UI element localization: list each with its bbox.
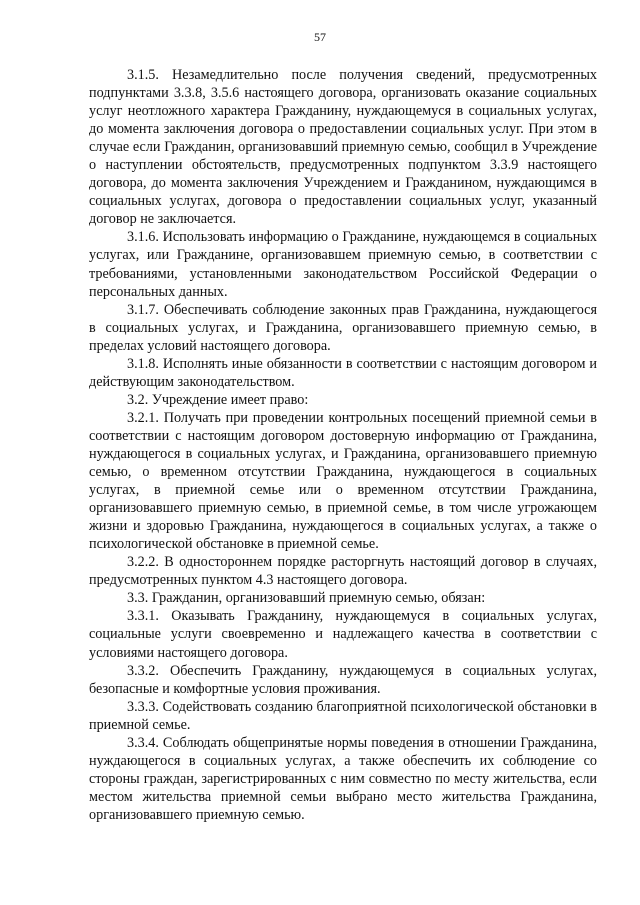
- paragraph-3-1-8: 3.1.8. Исполнять иные обязанности в соответствии с настоящим договором и действующим законодательством.: [89, 355, 597, 390]
- paragraph-3-3-3: 3.3.3. Содействовать созданию благоприятной психологической обстановки в приемной семье.: [89, 698, 597, 733]
- paragraph-3-2-2: 3.2.2. В одностороннем порядке расторгнуть настоящий договор в случаях, предусмотренных пунктом 4.3 настоящего договора.: [89, 554, 597, 589]
- paragraph-3-3: 3.3. Гражданин, организовавший приемную семью, обязан:: [127, 590, 486, 607]
- document-body: [89, 66, 597, 824]
- paragraph-3-3-2: 3.3.2. Обеспечить Гражданину, нуждающемуся в социальных услугах, безопасные и комфортные условия проживания.: [89, 662, 597, 697]
- paragraph-3-3-4: 3.3.4. Соблюдать общепринятые нормы поведения в отношении Гражданина, нуждающегося в социальных услугах, а также обеспечить их соблюдение со стороны граждан, зарегистрированных с ним совместно по месту жительства, если местом жительства приемной семьи выбрано место жительства Гражданина, организовавшего приемную семью.: [89, 734, 597, 823]
- page-number: 57: [314, 30, 326, 44]
- paragraph-3-1-7: 3.1.7. Обеспечивать соблюдение законных прав Гражданина, нуждающегося в социальных услугах, и Гражданина, организовавшего приемную семью, в пределах условий настоящего договора.: [89, 301, 597, 354]
- paragraph-3-1-6: 3.1.6. Использовать информацию о Гражданине, нуждающемся в социальных услугах, или Гражданине, организовавшем приемную семью, в соответствии с требованиями, установленными законодательством Российской Федерации о персональных данных.: [89, 229, 597, 300]
- paragraph-3-1-5: 3.1.5. Незамедлительно после получения сведений, предусмотренных подпунктами 3.3.8, 3.5.6 настоящего договора, организовать оказание социальных услуг неотложного характера Гражданину, нуждающемуся в социальных услугах, до момента заключения договора о предоставлении социальных услуг. При этом в случае если Гражданин, организовавший приемную семью, сообщил в Учреждение о наступлении обстоятельств, предусмотренных подпунктом 3.3.9 настоящего договора, до момента заключения Учреждением и Гражданином, нуждающимся в социальных услугах, договора о предоставлении социальных услуг, указанный договор не заключается.: [89, 67, 597, 228]
- paragraph-3-2: 3.2. Учреждение имеет право:: [127, 391, 309, 408]
- paragraph-3-2-1: 3.2.1. Получать при проведении контрольных посещений приемной семьи в соответствии с настоящим договором достоверную информацию от Гражданина, нуждающегося в социальных услугах, и Гражданина, организовавшего приемную семью, о временном отсутствии Гражданина, нуждающегося в социальных услугах, в приемной семье или о временном отсутствии Гражданина, организовавшего приемную семью, в приемной семье, в том числе угрожающем жизни и здоровью Гражданина, нуждающегося в социальных услугах, а также о психологической обстановке в приемной семье.: [89, 409, 597, 553]
- paragraph-3-3-1: 3.3.1. Оказывать Гражданину, нуждающемуся в социальных услугах, социальные услуги своевременно и надлежащего качества в соответствии с условиями настоящего договора.: [89, 608, 597, 661]
